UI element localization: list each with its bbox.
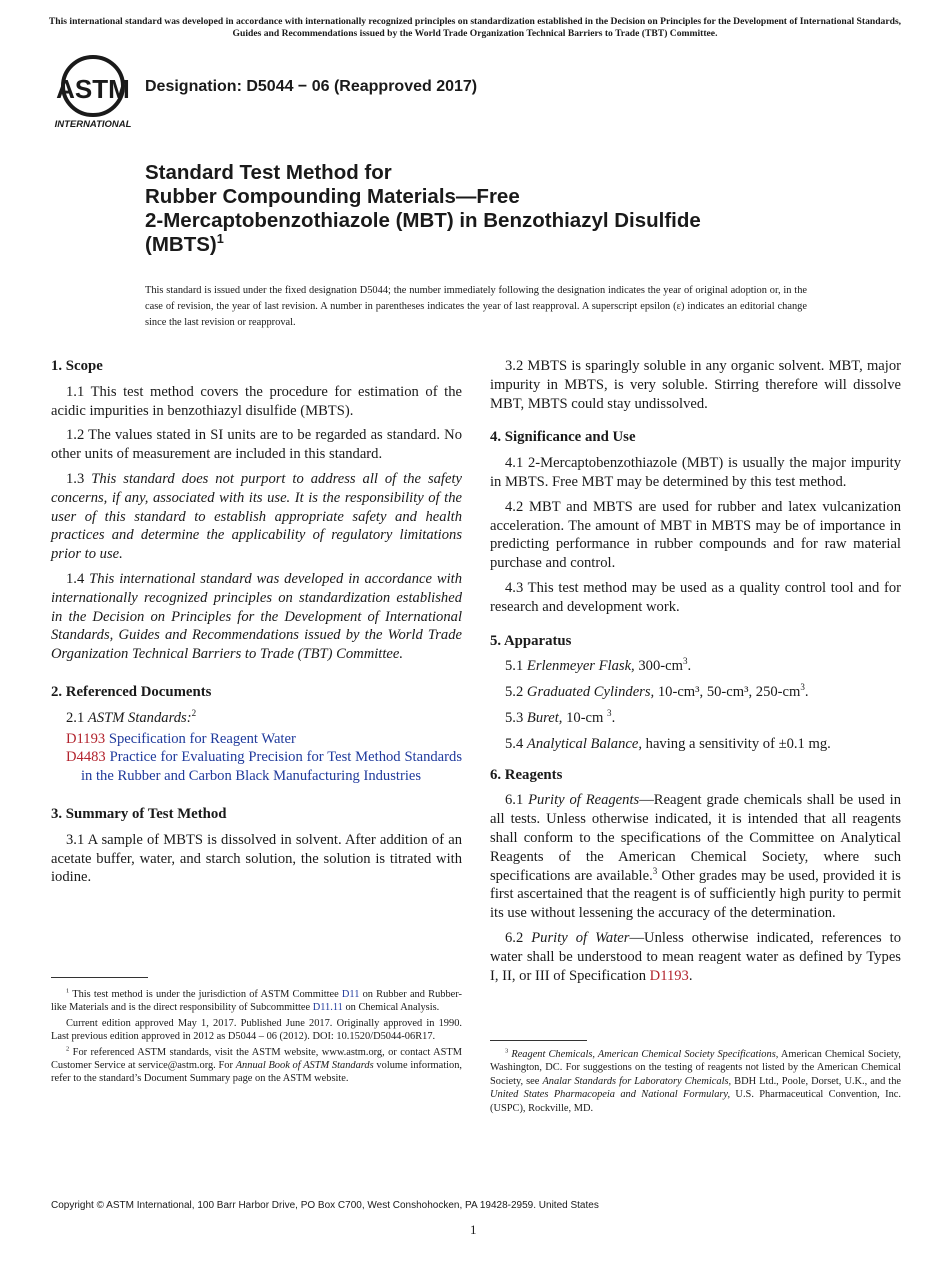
footnote-mark: 3 (505, 1047, 509, 1055)
paragraph (51, 709, 462, 728)
apparatus-text: 10-cm (566, 709, 608, 726)
title-line: 2-Mercaptobenzothiazole (MBT) in Benzothiazyl Disulfide (145, 209, 701, 232)
title-line: Rubber Compounding Materials—Free (145, 185, 520, 208)
document-title (145, 161, 825, 257)
footnote-text: on Chemical Analysis. (342, 1002, 440, 1014)
tbt-notice: This international standard was developed in accordance with internationally recognized principles on standardization established in the Decision on Principles for the Development of International Standards, Guides and Recommendations issued by the World Trade Organization Technical Barriers to Trade (TBT) Committee. (48, 16, 902, 39)
footnote-text: BDH Ltd., Poole, Dorset, U.K., and the (731, 1075, 902, 1087)
astm-international-logo (52, 54, 134, 134)
paragraph: 4.2 MBT and MBTS are used for rubber and latex vulcanization acceleration. The amount of MBT in MBTS may be of importance in predicting performance in rubber compounds and for raw material purchase and control. (490, 498, 901, 572)
logo-letters: ASTM (56, 74, 130, 104)
title-line-last (145, 233, 825, 257)
section-heading-scope: 1. Scope (51, 358, 103, 374)
paragraph: 4.1 2-Mercaptobenzothiazole (MBT) is usually the major impurity in MBTS. Free MBT may be determined by this test method. (490, 455, 901, 490)
apparatus-text: 300-cm (638, 658, 683, 675)
right-column (490, 357, 901, 991)
title-footnote-mark: 1 (216, 231, 224, 247)
paragraph: 4.3 This test method may be used as a quality control tool and for research and development work. (490, 579, 901, 615)
reference-code-link[interactable]: D4483 (66, 749, 106, 766)
footnote-text: United States Pharmacopeia and National Formulary, (490, 1089, 731, 1101)
footnote-rule (490, 1040, 587, 1041)
footnote-text: Annual Book of ASTM Standards (235, 1060, 374, 1072)
astm-logo-icon (52, 54, 134, 134)
paragraph-text: This international standard was developed in accordance with internationally recognized principles on standardization established in the Decision on Principles for the Development of International Standards, Guides and Recommendations issued by the World Trade Organization Technical Barriers to Trade (TBT) Committee. (51, 570, 463, 663)
apparatus-text: . (804, 684, 809, 701)
paragraph-number: 5.4 (505, 735, 524, 752)
superscript: 3 (682, 656, 688, 667)
paragraph (51, 470, 462, 564)
left-column (51, 357, 462, 893)
paragraph-number: 2.1 (66, 709, 85, 726)
paragraph-number: 5.1 (505, 658, 524, 675)
reagent-name: Purity of Reagents (528, 792, 640, 809)
apparatus-name: Erlenmeyer Flask, (526, 658, 635, 675)
section-heading-reagents: 6. Reagents (490, 766, 563, 783)
footnote-text: Analar Standards for Laboratory Chemicals, (542, 1075, 732, 1087)
page-number: 1 (470, 1222, 477, 1237)
footnote-text: This test method is under the jurisdiction of ASTM Committee (72, 989, 342, 1000)
superscript: 3 (607, 708, 612, 719)
specification-link[interactable]: D1193 (649, 967, 689, 984)
paragraph: 1.2 The values stated in SI units are to be regarded as standard. No other units of measurement are included in this standard. (51, 427, 462, 463)
reagent-name: Purity of Water (531, 929, 630, 946)
paragraph: 1.1 This test method covers the procedure for estimation of the acidic impurities in benzothiazyl disulfide (MBTS). (51, 383, 462, 419)
footnote-rule (51, 977, 148, 978)
title-line: Standard Test Method for (145, 161, 392, 184)
paragraph (490, 929, 901, 985)
footnotes-right (490, 1048, 901, 1115)
footnote-mark: 2 (66, 1045, 70, 1053)
apparatus-item (490, 735, 901, 754)
footnote (490, 1048, 901, 1115)
apparatus-item (490, 709, 901, 728)
paragraph-number: 5.2 (505, 684, 524, 701)
apparatus-item (490, 683, 901, 702)
paragraph-number: 1.4 (66, 570, 85, 587)
section-heading-referenced-documents: 2. Referenced Documents (51, 683, 212, 700)
footnote: Current edition approved May 1, 2017. Published June 2017. Originally approved in 1990. Last previous edition approved in 2012 as D5044 – 06 (2012). DOI: 10.1520/D5044-06R17. (51, 1017, 462, 1043)
apparatus-text: having a sensitivity of ±0.1 mg. (645, 735, 831, 752)
paragraph-text: This standard does not purport to address all of the safety concerns, if any, associated with its use. It is the responsibility of the user of this standard to establish appropriate safety and health practices and determine the applicability of regulatory limitations prior to use. (51, 470, 462, 563)
copyright-notice: Copyright © ASTM International, 100 Barr Harbor Drive, PO Box C700, West Conshohocken, PA 19428-2959. United States (51, 1200, 599, 1211)
paragraph-number: 6.2 (505, 929, 524, 946)
paragraph: 3.1 A sample of MBTS is dissolved in solvent. After addition of an acetate buffer, water, and starch solution, the solution is titrated with iodine. (51, 831, 462, 886)
paragraph-number: 1.3 (66, 470, 85, 487)
footnote-text: volume information, refer to the standard’s Document Summary page on the ASTM website. (51, 1060, 462, 1085)
footnote-text: For referenced ASTM standards, visit the ASTM website, www.astm.org, or contact ASTM Customer Service at service@astm.org. For (51, 1046, 462, 1072)
apparatus-name: Buret, (526, 709, 563, 726)
reference-title-link[interactable]: Specification for Reagent Water (108, 730, 296, 747)
paragraph-number: 5.3 (505, 709, 524, 726)
section-heading-significance: 4. Significance and Use (490, 429, 636, 446)
section-heading-summary: 3. Summary of Test Method (51, 805, 227, 822)
committee-link[interactable]: D11 (341, 989, 360, 1000)
footnote-mark: 2 (191, 707, 197, 718)
footnote-text: U.S. Pharmaceutical Convention, Inc. (USPC), Rockville, MD. (490, 1089, 901, 1114)
title-text: (MBTS) (145, 233, 217, 256)
logo-text: INTERNATIONAL (54, 119, 132, 130)
apparatus-text: . (611, 709, 616, 726)
reference-title-link[interactable]: Practice for Evaluating Precision for Test Method Standards in the Rubber and Carbon Black Manufacturing Industries (81, 749, 462, 785)
apparatus-text: 10-cm³, 50-cm³, 250-cm (657, 684, 801, 701)
section-heading-apparatus: 5. Apparatus (490, 632, 572, 649)
paragraph-text: —Unless otherwise indicated, references to water shall be understood to mean reagent water as defined by Types I, II, or III of Specification (490, 929, 901, 984)
subcommittee-link[interactable]: D11.11 (312, 1002, 343, 1014)
footnote-mark: 1 (66, 987, 70, 995)
designation: Designation: D5044 − 06 (Reapproved 2017) (145, 78, 478, 95)
footnote (51, 988, 462, 1015)
apparatus-name: Graduated Cylinders, (526, 684, 655, 701)
paragraph-text: . (688, 967, 693, 984)
paragraph: 3.2 MBTS is sparingly soluble in any organic solvent. MBT, major impurity in MBTS, is very soluble. Stirring therefore will dissolve MBT, MBTS could stay undissolved. (490, 358, 901, 412)
paragraph (490, 791, 901, 923)
reference-item[interactable] (51, 748, 462, 786)
apparatus-item (490, 657, 901, 676)
apparatus-name: Analytical Balance, (526, 735, 642, 752)
paragraph-text: —Reagent grade chemicals shall be used in all tests. Unless otherwise indicated, it is intended that all reagents shall conform to the specifications of the Committee on Analytical Reagents of the American Chemical Society, where such specifications are available. (490, 792, 901, 884)
reference-code-link[interactable]: D1193 (66, 730, 106, 747)
footnote (51, 1046, 462, 1086)
footnote-mark: 3 (652, 865, 658, 876)
paragraph-number: 6.1 (505, 792, 524, 809)
apparatus-text: . (687, 658, 692, 675)
issued-statement: This standard is issued under the fixed designation D5044; the number immediately following the designation indicates the year of original adoption or, in the case of revision, the year of last revision. A number in parentheses indicates the year of last reapproval. A superscript epsilon (ε) indicates an editorial change since the last revision or reapproval. (145, 285, 807, 328)
footnote-text: Reagent Chemicals, American Chemical Society Specifications, (511, 1049, 779, 1060)
footnote-text: on Rubber and Rubber-like Materials and is the direct responsibility of Subcommittee (51, 989, 462, 1014)
footnote-text: American Chemical Society, Washington, DC. For suggestions on the testing of reagents not listed by the American Chemical Society, see (490, 1049, 901, 1087)
paragraph-text: Other grades may be used, provided it is first ascertained that the reagent is of sufficiently high purity to permit its use without lessening the accuracy of the determination. (490, 867, 901, 922)
footnotes-left (51, 988, 462, 1086)
superscript: 3 (800, 682, 805, 693)
paragraph (51, 570, 462, 664)
paragraph-text: ASTM Standards: (87, 709, 192, 726)
reference-item[interactable] (51, 730, 462, 749)
